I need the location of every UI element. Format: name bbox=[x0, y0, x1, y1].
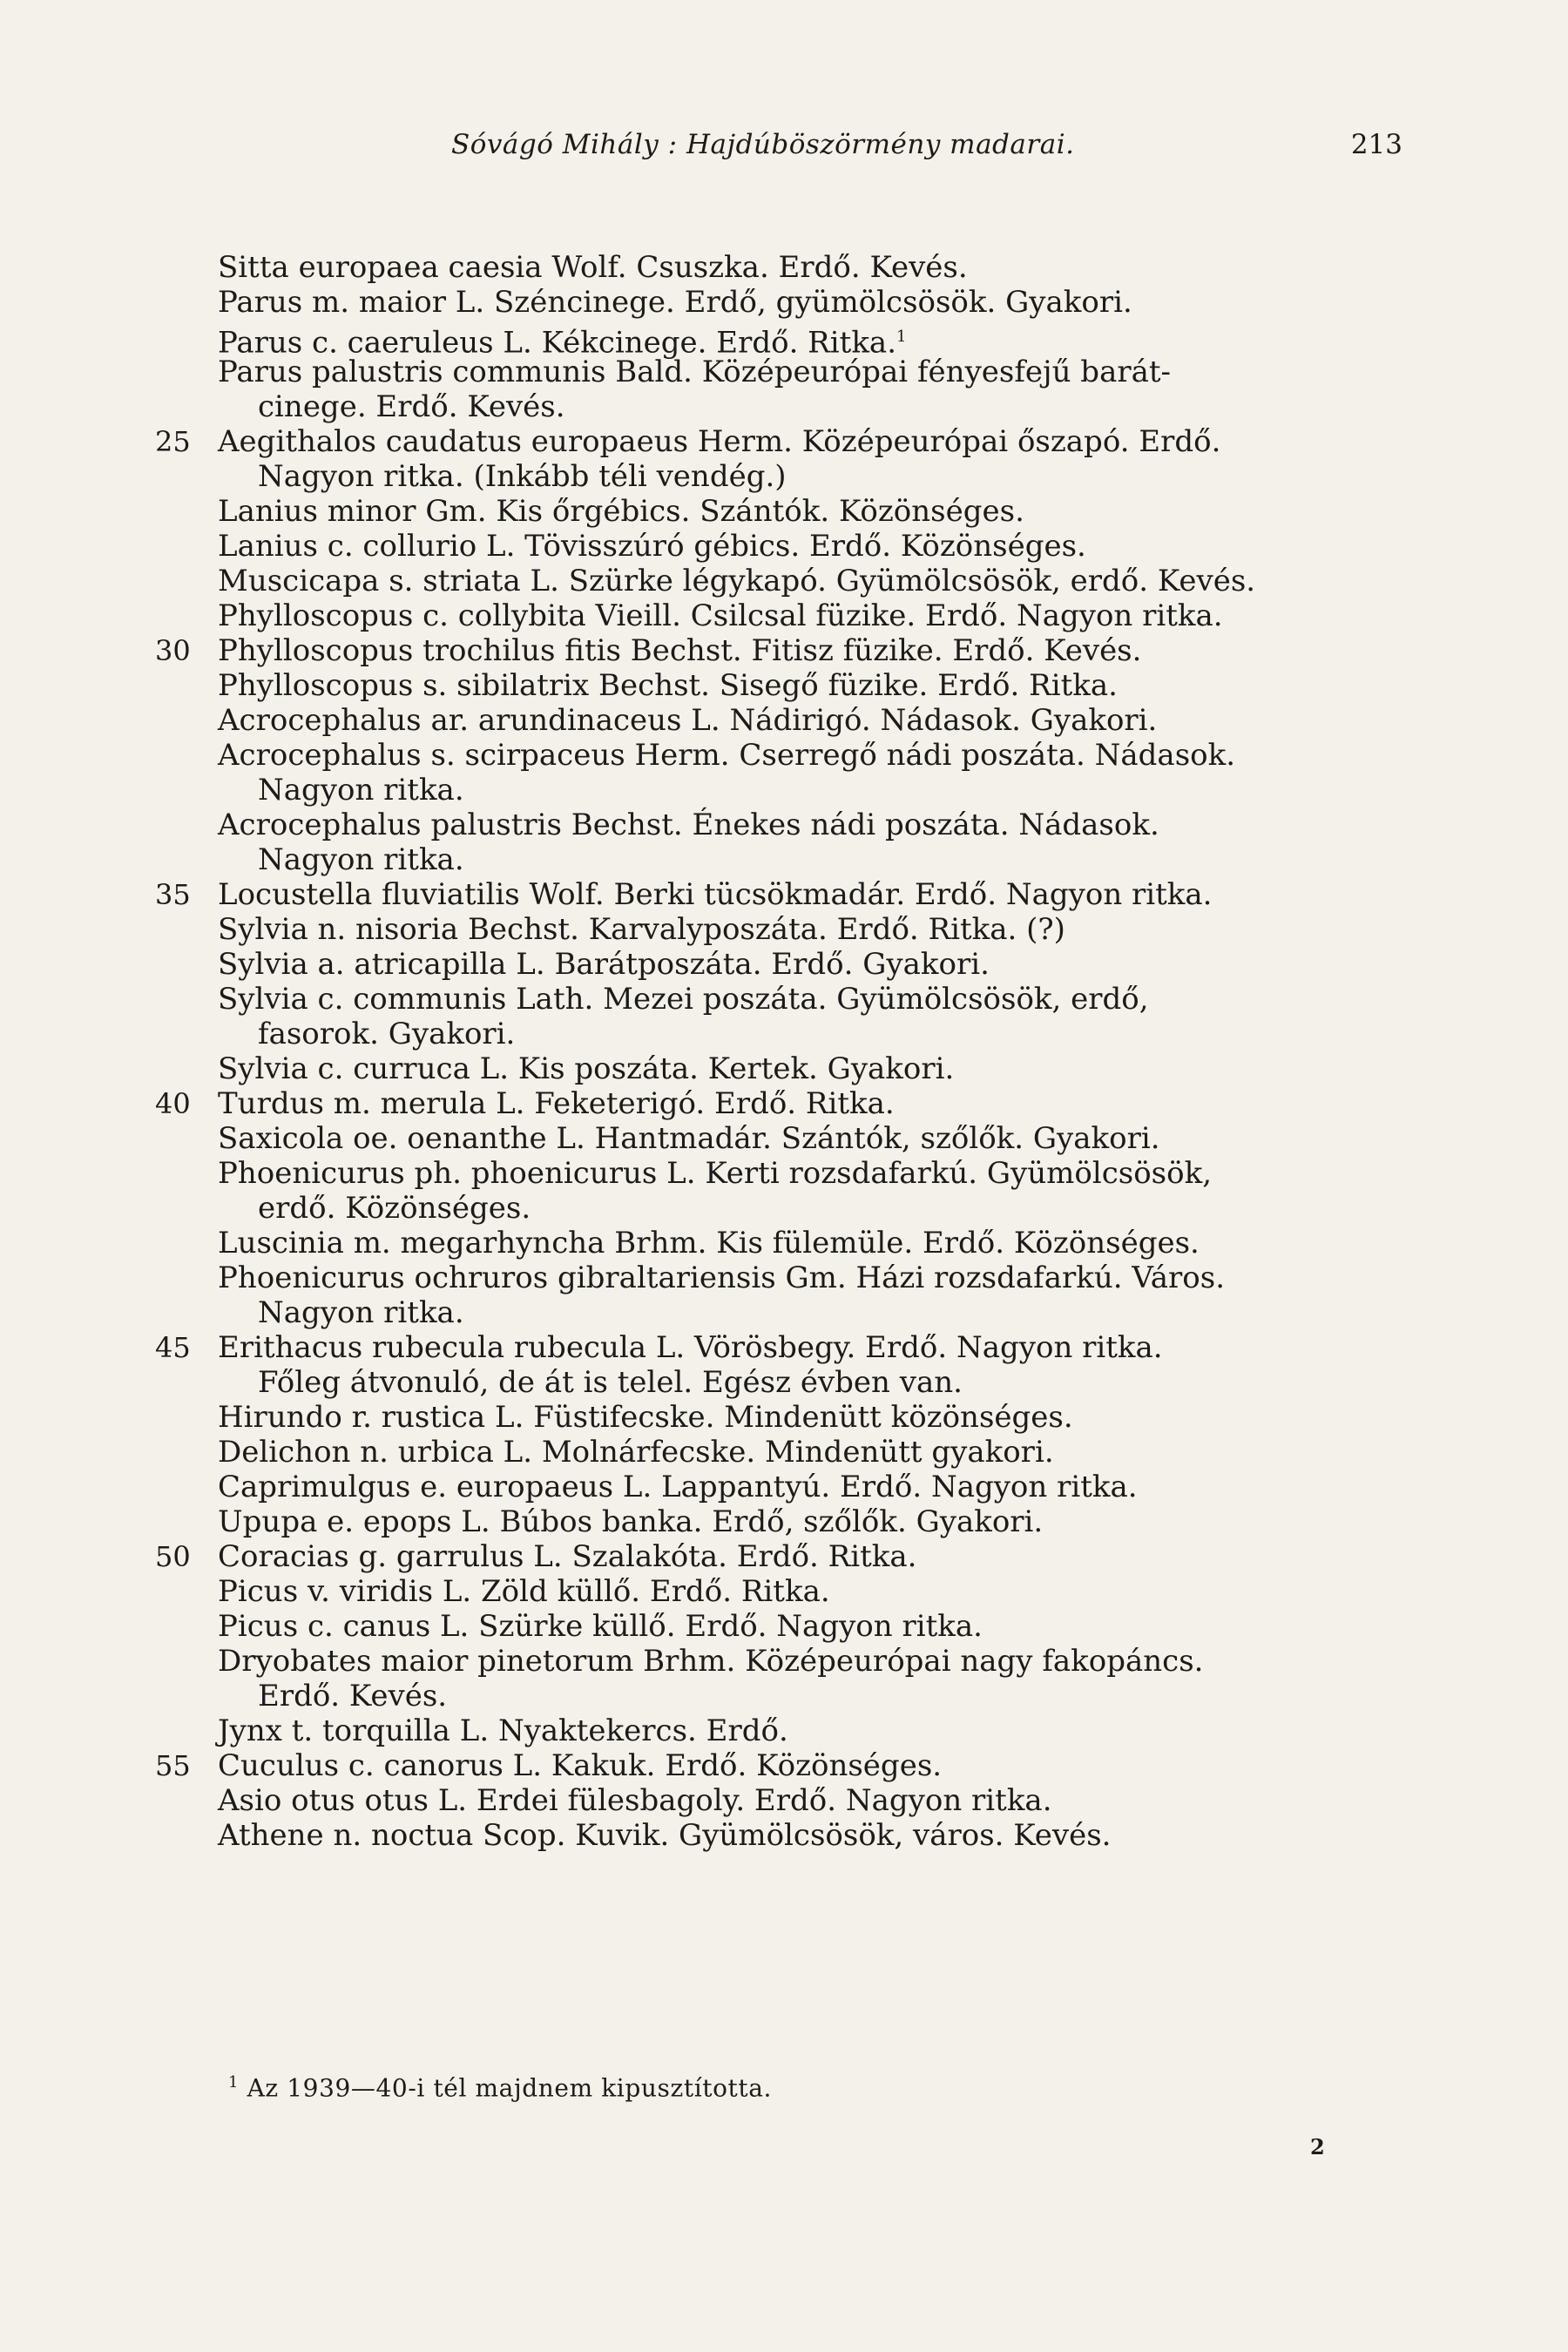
footnote-marker: 1 bbox=[228, 2073, 240, 2092]
entry-text: Acrocephalus ar. arundinaceus L. Nádirigó. Nádasok. Gyakori. bbox=[218, 703, 1158, 738]
species-entry bbox=[218, 250, 1437, 285]
entry-text: Phoenicurus ph. phoenicurus L. Kerti rozsdafarkú. Gyümölcsösök, bbox=[218, 1156, 1213, 1191]
species-entry bbox=[218, 1818, 1437, 1853]
entry-text: Aegithalos caudatus europaeus Herm. Középeurópai őszapó. Erdő. bbox=[218, 424, 1221, 459]
entry-line bbox=[218, 633, 1437, 668]
entry-continuation-line bbox=[218, 459, 1437, 494]
entry-line bbox=[218, 494, 1437, 529]
entry-text: Nagyon ritka. bbox=[258, 773, 464, 808]
entry-line bbox=[218, 947, 1437, 982]
entry-line bbox=[218, 1470, 1437, 1504]
species-entry bbox=[218, 703, 1437, 738]
species-entry bbox=[218, 1435, 1437, 1470]
species-entry bbox=[218, 494, 1437, 529]
entry-text: Főleg átvonuló, de át is telel. Egész évben van. bbox=[258, 1365, 963, 1400]
entry-text: fasorok. Gyakori. bbox=[258, 1017, 516, 1051]
entry-text: Jynx t. torquilla L. Nyaktekercs. Erdő. bbox=[218, 1713, 788, 1748]
entry-text: Parus m. maior L. Széncinege. Erdő, gyümölcsösök. Gyakori. bbox=[218, 285, 1132, 320]
species-entry bbox=[155, 1086, 1437, 1121]
entry-text: erdő. Közönséges. bbox=[258, 1191, 531, 1226]
species-entry bbox=[218, 564, 1437, 598]
entry-text: Phoenicurus ochruros gibraltariensis Gm. Házi rozsdafarkú. Város. bbox=[218, 1260, 1226, 1295]
species-entry bbox=[218, 1713, 1437, 1748]
line-number: 40 bbox=[155, 1087, 191, 1120]
species-entry bbox=[218, 808, 1437, 877]
footnote-text: Az 1939—40-i tél majdnem kipusztította. bbox=[247, 2073, 773, 2103]
entry-text: Hirundo r. rustica L. Füstifecske. Mindenütt közönséges. bbox=[218, 1400, 1073, 1435]
entry-line bbox=[218, 1156, 1437, 1191]
entry-text: Phylloscopus c. collybita Vieill. Csilcsal füzike. Erdő. Nagyon ritka. bbox=[218, 598, 1223, 633]
entry-text: Picus c. canus L. Szürke küllő. Erdő. Nagyon ritka. bbox=[218, 1609, 983, 1644]
entry-line bbox=[218, 1713, 1437, 1748]
entry-text: Locustella fluviatilis Wolf. Berki tücsökmadár. Erdő. Nagyon ritka. bbox=[218, 877, 1213, 912]
species-entry bbox=[218, 738, 1437, 808]
species-entry bbox=[218, 668, 1437, 703]
line-number: 55 bbox=[155, 1749, 191, 1782]
entry-line bbox=[218, 529, 1437, 564]
species-entry bbox=[218, 355, 1437, 424]
entry-line bbox=[218, 1435, 1437, 1470]
species-entry bbox=[155, 1748, 1437, 1783]
species-entry bbox=[218, 1400, 1437, 1435]
running-head bbox=[218, 129, 1402, 172]
entry-line bbox=[218, 1818, 1437, 1853]
entry-text: Muscicapa s. striata L. Szürke légykapó. Gyümölcsösök, erdő. Kevés. bbox=[218, 564, 1256, 598]
footnote-reference: 1 bbox=[896, 328, 907, 346]
entry-line bbox=[218, 877, 1437, 912]
entry-text: Dryobates maior pinetorum Brhm. Középeurópai nagy fakopáncs. bbox=[218, 1644, 1204, 1679]
entry-text: Asio otus otus L. Erdei fülesbagoly. Erdő. Nagyon ritka. bbox=[218, 1783, 1052, 1818]
entry-line bbox=[218, 982, 1437, 1017]
species-entry bbox=[218, 1574, 1437, 1609]
entry-text: Sylvia n. nisoria Bechst. Karvalyposzáta. Erdő. Ritka. (?) bbox=[218, 912, 1065, 947]
species-entry bbox=[218, 1504, 1437, 1539]
entry-continuation-line bbox=[218, 1017, 1437, 1051]
entry-text: Athene n. noctua Scop. Kuvik. Gyümölcsösök, város. Kevés. bbox=[218, 1818, 1112, 1853]
species-entry bbox=[218, 912, 1437, 947]
running-title: Sóvágó Mihály : Hajdúböszörmény madarai. bbox=[451, 129, 1075, 160]
entry-line bbox=[218, 1260, 1437, 1295]
line-number: 35 bbox=[155, 878, 191, 911]
line-number: 50 bbox=[155, 1540, 191, 1573]
entry-line bbox=[218, 1226, 1437, 1260]
footnote bbox=[228, 2073, 772, 2102]
species-entry bbox=[218, 1260, 1437, 1330]
entry-line bbox=[218, 1783, 1437, 1818]
entry-line bbox=[218, 668, 1437, 703]
entry-text: Nagyon ritka. (Inkább téli vendég.) bbox=[258, 459, 787, 494]
entry-text: Sitta europaea caesia Wolf. Csuszka. Erdő. Kevés. bbox=[218, 250, 968, 285]
entry-text: Sylvia c. curruca L. Kis poszáta. Kertek. Gyakori. bbox=[218, 1051, 955, 1086]
entry-line bbox=[218, 564, 1437, 598]
entry-line bbox=[218, 912, 1437, 947]
entry-line bbox=[218, 285, 1437, 320]
species-entry bbox=[218, 947, 1437, 982]
entry-continuation-line bbox=[218, 1365, 1437, 1400]
species-entry bbox=[155, 633, 1437, 668]
entry-text: Acrocephalus palustris Bechst. Énekes nádi poszáta. Nádasok. bbox=[218, 808, 1159, 842]
species-entry bbox=[218, 285, 1437, 320]
entry-text: Nagyon ritka. bbox=[258, 842, 464, 877]
entry-text: Erithacus rubecula rubecula L. Vörösbegy. Erdő. Nagyon ritka. bbox=[218, 1330, 1163, 1365]
entry-continuation-line bbox=[218, 1295, 1437, 1330]
entry-text: Phylloscopus trochilus fitis Bechst. Fitisz füzike. Erdő. Kevés. bbox=[218, 633, 1142, 668]
entry-line bbox=[218, 424, 1437, 459]
line-number: 25 bbox=[155, 425, 191, 458]
line-number: 30 bbox=[155, 634, 191, 667]
species-list bbox=[155, 250, 1437, 1853]
species-entry bbox=[218, 529, 1437, 564]
entry-line bbox=[218, 1539, 1437, 1574]
entry-text: Turdus m. merula L. Feketerigó. Erdő. Ritka. bbox=[218, 1086, 895, 1121]
entry-continuation-line bbox=[218, 389, 1437, 424]
entry-line bbox=[218, 1644, 1437, 1679]
species-entry bbox=[218, 1051, 1437, 1086]
species-entry bbox=[218, 1644, 1437, 1713]
entry-line bbox=[218, 1330, 1437, 1365]
entry-line bbox=[218, 1609, 1437, 1644]
entry-text: Parus palustris communis Bald. Középeurópai fényesfejű barát- bbox=[218, 355, 1172, 389]
entry-text: Acrocephalus s. scirpaceus Herm. Cserregő nádi poszáta. Nádasok. bbox=[218, 738, 1236, 773]
species-entry bbox=[218, 1226, 1437, 1260]
entry-text: Sylvia c. communis Lath. Mezei poszáta. Gyümölcsösök, erdő, bbox=[218, 982, 1149, 1017]
entry-text: cinege. Erdő. Kevés. bbox=[258, 389, 565, 424]
entry-line bbox=[218, 1748, 1437, 1783]
species-entry bbox=[218, 1783, 1437, 1818]
species-entry bbox=[155, 877, 1437, 912]
entry-text: Lanius c. collurio L. Tövisszúró gébics. Erdő. Közönséges. bbox=[218, 529, 1086, 564]
entry-text: Saxicola oe. oenanthe L. Hantmadár. Szántók, szőlők. Gyakori. bbox=[218, 1121, 1160, 1156]
species-entry bbox=[155, 1330, 1437, 1400]
species-entry bbox=[218, 982, 1437, 1051]
page-number: 213 bbox=[1350, 129, 1402, 160]
entry-continuation-line bbox=[218, 1679, 1437, 1713]
entry-line bbox=[218, 1400, 1437, 1435]
entry-text: Parus c. caeruleus L. Kékcinege. Erdő. Ritka. bbox=[218, 325, 896, 361]
entry-text: Cuculus c. canorus L. Kakuk. Erdő. Közönséges. bbox=[218, 1748, 943, 1783]
species-entry bbox=[155, 1539, 1437, 1574]
entry-continuation-line bbox=[218, 842, 1437, 877]
entry-text: Upupa e. epops L. Búbos banka. Erdő, szőlők. Gyakori. bbox=[218, 1504, 1044, 1539]
entry-line bbox=[218, 1051, 1437, 1086]
line-number: 45 bbox=[155, 1331, 191, 1364]
entry-text: Sylvia a. atricapilla L. Barátposzáta. Erdő. Gyakori. bbox=[218, 947, 990, 982]
entry-text: Delichon n. urbica L. Molnárfecske. Mindenütt gyakori. bbox=[218, 1435, 1054, 1470]
entry-line bbox=[218, 250, 1437, 285]
entry-line bbox=[218, 355, 1437, 389]
species-entry bbox=[218, 1609, 1437, 1644]
entry-text: Picus v. viridis L. Zöld küllő. Erdő. Ritka. bbox=[218, 1574, 830, 1609]
species-entry bbox=[218, 1156, 1437, 1226]
entry-line bbox=[218, 1086, 1437, 1121]
species-entry bbox=[155, 424, 1437, 494]
entry-text: Luscinia m. megarhyncha Brhm. Kis fülemüle. Erdő. Közönséges. bbox=[218, 1226, 1200, 1260]
entry-line bbox=[218, 703, 1437, 738]
entry-line bbox=[218, 738, 1437, 773]
species-entry bbox=[218, 320, 1437, 361]
entry-text: Coracias g. garrulus L. Szalakóta. Erdő. Ritka. bbox=[218, 1539, 917, 1574]
species-entry bbox=[218, 598, 1437, 633]
entry-text: Caprimulgus e. europaeus L. Lappantyú. Erdő. Nagyon ritka. bbox=[218, 1470, 1138, 1504]
entry-line bbox=[218, 1504, 1437, 1539]
species-entry bbox=[218, 1470, 1437, 1504]
entry-text: Phylloscopus s. sibilatrix Bechst. Sisegő füzike. Erdő. Ritka. bbox=[218, 668, 1118, 703]
entry-line bbox=[218, 1574, 1437, 1609]
entry-line bbox=[218, 320, 1437, 361]
entry-line bbox=[218, 1121, 1437, 1156]
entry-line bbox=[218, 598, 1437, 633]
entry-text: Erdő. Kevés. bbox=[258, 1679, 448, 1713]
species-entry bbox=[218, 1121, 1437, 1156]
entry-text: Lanius minor Gm. Kis őrgébics. Szántók. Közönséges. bbox=[218, 494, 1024, 529]
entry-continuation-line bbox=[218, 773, 1437, 808]
entry-text: Nagyon ritka. bbox=[258, 1295, 464, 1330]
entry-line bbox=[218, 808, 1437, 842]
entry-continuation-line bbox=[218, 1191, 1437, 1226]
sheet-signature-mark: 2 bbox=[1310, 2134, 1325, 2159]
